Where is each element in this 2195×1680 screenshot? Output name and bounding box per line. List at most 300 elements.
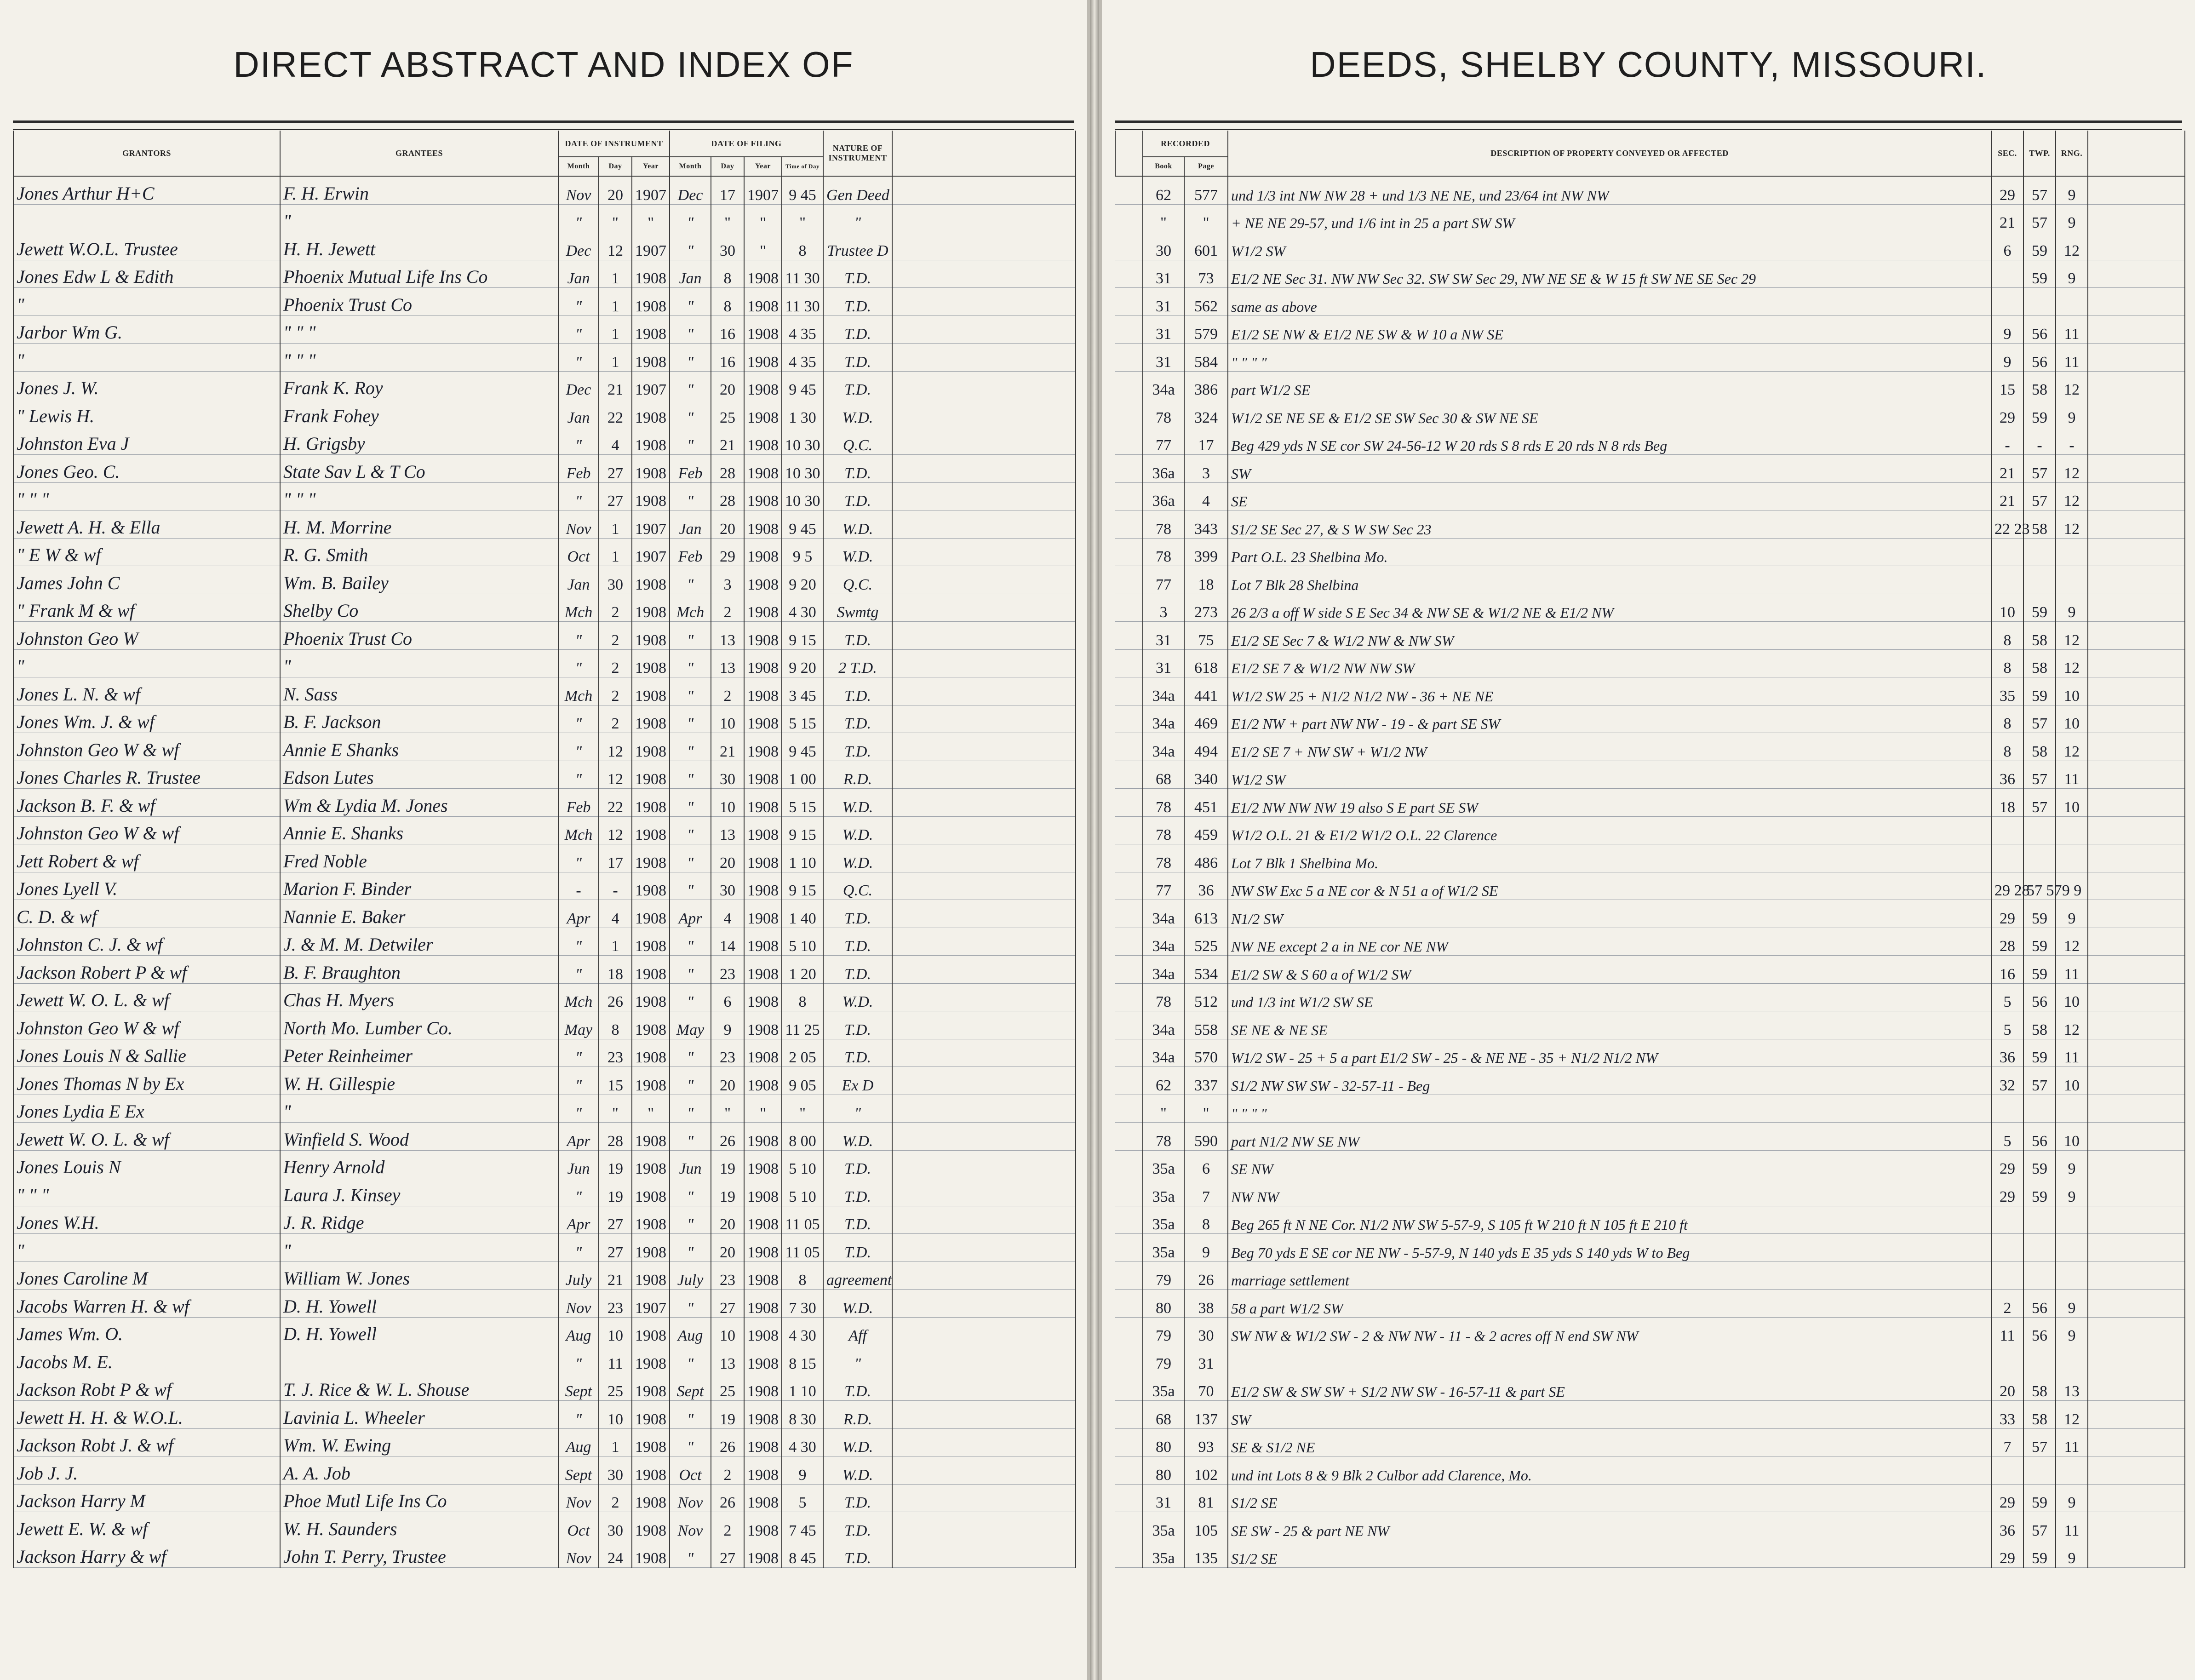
right-stub-cell <box>1115 344 1143 372</box>
left-stub-cell <box>892 232 1076 260</box>
nature-cell: T.D. <box>823 260 892 288</box>
right-stub-cell <box>1115 260 1143 288</box>
page-cell: 9 <box>1184 1234 1228 1262</box>
table-row <box>13 482 1076 510</box>
inst-year-cell: 1908 <box>632 928 670 956</box>
sec-cell: 32 <box>1991 1067 2023 1095</box>
book-cell: 34a <box>1143 677 1184 705</box>
right-stub-cell <box>1115 1484 1143 1512</box>
book-cell: 31 <box>1143 288 1184 316</box>
fil-day-cell: 28 <box>711 455 744 483</box>
description-cell: und 1/3 int W1/2 SW SE <box>1228 983 1991 1011</box>
right-page-title: DEEDS, SHELBY COUNTY, MISSOURI. <box>1310 44 1987 85</box>
fil-day-cell: 26 <box>711 1484 744 1512</box>
fil-month-cell: Aug <box>670 1317 711 1345</box>
left-stub-cell <box>892 789 1076 817</box>
sec-cell: 36 <box>1991 761 2023 789</box>
table-row <box>1115 1206 2185 1234</box>
inst-day-cell: 18 <box>599 956 632 984</box>
right-margin-cell <box>2088 733 2185 761</box>
right-margin-cell <box>2088 288 2185 316</box>
page-cell: 273 <box>1184 594 1228 622</box>
page-cell: 137 <box>1184 1401 1228 1429</box>
fil-month-cell: " <box>670 733 711 761</box>
description-cell: E1/2 SE NW & E1/2 NE SW & W 10 a NW SE <box>1228 315 1991 344</box>
book-cell: 80 <box>1143 1456 1184 1485</box>
right-margin-cell <box>2088 1261 2185 1290</box>
fil-day-cell: 9 <box>711 1011 744 1039</box>
inst-month-cell: Nov <box>558 1290 599 1318</box>
inst-day-cell: 1 <box>599 538 632 566</box>
fil-month-cell: " <box>670 371 711 399</box>
right-margin-cell <box>2088 816 2185 844</box>
fil-day-cell: 20 <box>711 1234 744 1262</box>
fil-time-cell: 9 20 <box>782 566 823 594</box>
description-cell: marriage settlement <box>1228 1261 1991 1290</box>
table-row <box>1115 315 2185 344</box>
inst-year-cell: 1908 <box>632 900 670 928</box>
grantee-cell: D. H. Yowell <box>280 1317 558 1345</box>
fil-day-cell: 14 <box>711 928 744 956</box>
left-stub-cell <box>892 1150 1076 1178</box>
book-cell: 34a <box>1143 956 1184 984</box>
inst-month-cell: Mch <box>558 816 599 844</box>
table-row <box>1115 1317 2185 1345</box>
rng-cell: 12 <box>2056 1401 2088 1429</box>
inst-month-cell: - <box>558 872 599 900</box>
page-cell: 562 <box>1184 288 1228 316</box>
fil-time-cell: 9 15 <box>782 816 823 844</box>
page-cell: 36 <box>1184 872 1228 900</box>
fil-day-cell: 10 <box>711 1317 744 1345</box>
right-margin-cell <box>2088 371 2185 399</box>
fil-day-cell: 6 <box>711 983 744 1011</box>
description-cell: W1/2 SW <box>1228 232 1991 260</box>
description-cell: SE SW - 25 & part NE NW <box>1228 1512 1991 1540</box>
fil-month-cell: " <box>670 1234 711 1262</box>
header-left-stub <box>892 131 1076 176</box>
nature-cell: T.D. <box>823 1540 892 1568</box>
inst-day-cell: 20 <box>599 176 632 204</box>
right-stub-cell <box>1115 427 1143 455</box>
nature-cell: W.D. <box>823 1428 892 1456</box>
page-cell: 73 <box>1184 260 1228 288</box>
nature-cell: T.D. <box>823 1373 892 1401</box>
fil-day-cell: 20 <box>711 510 744 539</box>
right-margin-cell <box>2088 622 2185 650</box>
fil-time-cell: 1 30 <box>782 399 823 427</box>
page-cell: 558 <box>1184 1011 1228 1039</box>
table-row <box>13 1150 1076 1178</box>
left-stub-cell <box>892 344 1076 372</box>
twp-cell <box>2023 566 2056 594</box>
table-row <box>13 1540 1076 1568</box>
nature-cell: " <box>823 204 892 232</box>
page-cell: 8 <box>1184 1206 1228 1234</box>
inst-month-cell: " <box>558 315 599 344</box>
inst-year-cell: 1907 <box>632 510 670 539</box>
sec-cell: 29 28 <box>1991 872 2023 900</box>
fil-year-cell: 1908 <box>744 677 782 705</box>
header-inst-year: Year <box>632 157 670 176</box>
fil-time-cell: 9 15 <box>782 872 823 900</box>
inst-day-cell: 17 <box>599 844 632 872</box>
fil-day-cell: 26 <box>711 1123 744 1151</box>
fil-year-cell: 1908 <box>744 594 782 622</box>
inst-year-cell: 1908 <box>632 816 670 844</box>
page-cell: 579 <box>1184 315 1228 344</box>
nature-cell: W.D. <box>823 538 892 566</box>
table-row <box>1115 1540 2185 1568</box>
description-cell: Lot 7 Blk 1 Shelbina Mo. <box>1228 844 1991 872</box>
inst-year-cell: 1908 <box>632 705 670 733</box>
inst-month-cell: Dec <box>558 371 599 399</box>
nature-cell: " <box>823 1095 892 1123</box>
inst-month-cell: " <box>558 1345 599 1373</box>
table-row <box>1115 816 2185 844</box>
description-cell: E1/2 SE 7 + NW SW + W1/2 NW <box>1228 733 1991 761</box>
table-row <box>1115 288 2185 316</box>
left-stub-cell <box>892 1456 1076 1485</box>
table-row <box>13 677 1076 705</box>
grantor-cell: Jones Arthur H+C <box>13 176 280 204</box>
table-row <box>1115 733 2185 761</box>
book-cell: 31 <box>1143 649 1184 677</box>
inst-month-cell: Nov <box>558 510 599 539</box>
right-margin-cell <box>2088 315 2185 344</box>
inst-year-cell: 1908 <box>632 844 670 872</box>
inst-day-cell: 25 <box>599 1373 632 1401</box>
sec-cell: 20 <box>1991 1373 2023 1401</box>
nature-cell: T.D. <box>823 1011 892 1039</box>
grantor-cell: Jarbor Wm G. <box>13 315 280 344</box>
twp-cell: 59 <box>2023 1540 2056 1568</box>
page-cell: 93 <box>1184 1428 1228 1456</box>
fil-time-cell: 9 <box>782 1456 823 1485</box>
grantee-cell: North Mo. Lumber Co. <box>280 1011 558 1039</box>
inst-month-cell: " <box>558 1234 599 1262</box>
left-stub-cell <box>892 928 1076 956</box>
grantor-cell: Jacobs M. E. <box>13 1345 280 1373</box>
book-cell: 77 <box>1143 427 1184 455</box>
sec-cell <box>1991 1234 2023 1262</box>
sec-cell: 33 <box>1991 1401 2023 1429</box>
inst-year-cell: 1908 <box>632 399 670 427</box>
fil-time-cell: 9 45 <box>782 733 823 761</box>
rng-cell: 9 <box>2056 1484 2088 1512</box>
inst-year-cell: 1908 <box>632 622 670 650</box>
inst-year-cell: 1908 <box>632 1011 670 1039</box>
left-stub-cell <box>892 1428 1076 1456</box>
table-row <box>1115 1039 2185 1067</box>
header-date-of-filing: DATE OF FILING <box>670 131 823 157</box>
right-margin-cell <box>2088 705 2185 733</box>
left-stub-cell <box>892 288 1076 316</box>
inst-day-cell: 1 <box>599 928 632 956</box>
right-margin-cell <box>2088 1401 2185 1429</box>
inst-year-cell: 1908 <box>632 1317 670 1345</box>
right-top-rule <box>1115 120 2182 130</box>
sec-cell: 9 <box>1991 315 2023 344</box>
book-cell: 68 <box>1143 1401 1184 1429</box>
book-cell: 78 <box>1143 399 1184 427</box>
grantee-cell: Henry Arnold <box>280 1150 558 1178</box>
right-stub-cell <box>1115 1095 1143 1123</box>
right-margin-cell <box>2088 455 2185 483</box>
grantor-cell: Jackson Robt J. & wf <box>13 1428 280 1456</box>
grantor-cell: " Frank M & wf <box>13 594 280 622</box>
book-cell: 80 <box>1143 1290 1184 1318</box>
grantor-cell: Jackson Harry M <box>13 1484 280 1512</box>
table-row <box>1115 1123 2185 1151</box>
page-cell: 340 <box>1184 761 1228 789</box>
fil-year-cell: 1908 <box>744 928 782 956</box>
left-stub-cell <box>892 482 1076 510</box>
grantee-cell: J. R. Ridge <box>280 1206 558 1234</box>
description-cell: W1/2 SE NE SE & E1/2 SE SW Sec 30 & SW NE SE <box>1228 399 1991 427</box>
page-cell: " <box>1184 204 1228 232</box>
nature-cell: T.D. <box>823 928 892 956</box>
table-row <box>13 1373 1076 1401</box>
fil-month-cell: " <box>670 622 711 650</box>
grantor-cell: Johnston Geo W & wf <box>13 816 280 844</box>
grantee-cell: " " " <box>280 482 558 510</box>
table-row <box>13 176 1076 204</box>
page-cell: 441 <box>1184 677 1228 705</box>
left-stub-cell <box>892 1011 1076 1039</box>
fil-time-cell: 8 45 <box>782 1540 823 1568</box>
left-stub-cell <box>892 1178 1076 1206</box>
right-ledger-body <box>1115 176 2185 1568</box>
fil-time-cell: 5 10 <box>782 1178 823 1206</box>
left-stub-cell <box>892 649 1076 677</box>
twp-cell: 57 <box>2023 761 2056 789</box>
inst-day-cell: 22 <box>599 399 632 427</box>
fil-month-cell: " <box>670 315 711 344</box>
fil-month-cell: " <box>670 288 711 316</box>
fil-day-cell: 4 <box>711 900 744 928</box>
nature-cell: W.D. <box>823 1123 892 1151</box>
left-stub-cell <box>892 844 1076 872</box>
rng-cell: 10 <box>2056 1123 2088 1151</box>
fil-day-cell: 20 <box>711 371 744 399</box>
right-stub-cell <box>1115 1011 1143 1039</box>
fil-time-cell: 9 45 <box>782 510 823 539</box>
twp-cell <box>2023 288 2056 316</box>
sec-cell <box>1991 538 2023 566</box>
sec-cell: 35 <box>1991 677 2023 705</box>
inst-month-cell: Sept <box>558 1373 599 1401</box>
rng-cell <box>2056 566 2088 594</box>
twp-cell: 56 <box>2023 1123 2056 1151</box>
page-cell: 81 <box>1184 1484 1228 1512</box>
table-row <box>1115 872 2185 900</box>
fil-year-cell: 1908 <box>744 1540 782 1568</box>
book-cell: 34a <box>1143 900 1184 928</box>
twp-cell: 58 <box>2023 1401 2056 1429</box>
fil-year-cell: 1908 <box>744 733 782 761</box>
twp-cell <box>2023 1234 2056 1262</box>
book-cell: 78 <box>1143 844 1184 872</box>
fil-month-cell: " <box>670 1067 711 1095</box>
right-margin-cell <box>2088 204 2185 232</box>
table-row <box>1115 510 2185 539</box>
fil-time-cell: 8 30 <box>782 1401 823 1429</box>
page-cell: " <box>1184 1095 1228 1123</box>
page-cell: 38 <box>1184 1290 1228 1318</box>
twp-cell: 57 <box>2023 705 2056 733</box>
grantee-cell: Fred Noble <box>280 844 558 872</box>
left-stub-cell <box>892 622 1076 650</box>
rng-cell <box>2056 1234 2088 1262</box>
twp-cell <box>2023 844 2056 872</box>
table-row <box>13 566 1076 594</box>
description-cell: part W1/2 SE <box>1228 371 1991 399</box>
sec-cell: 21 <box>1991 204 2023 232</box>
inst-year-cell: 1908 <box>632 1067 670 1095</box>
inst-day-cell: 23 <box>599 1039 632 1067</box>
right-stub-cell <box>1115 1039 1143 1067</box>
grantor-cell: " <box>13 344 280 372</box>
fil-time-cell: 4 30 <box>782 594 823 622</box>
right-margin-cell <box>2088 1540 2185 1568</box>
fil-month-cell: " <box>670 789 711 817</box>
nature-cell: T.D. <box>823 1206 892 1234</box>
grantee-cell: N. Sass <box>280 677 558 705</box>
inst-year-cell: 1908 <box>632 649 670 677</box>
inst-day-cell: 11 <box>599 1345 632 1373</box>
nature-cell: W.D. <box>823 983 892 1011</box>
book-cell: 36a <box>1143 482 1184 510</box>
book-cell: 31 <box>1143 260 1184 288</box>
fil-month-cell: Mch <box>670 594 711 622</box>
fil-day-cell: 10 <box>711 789 744 817</box>
nature-cell: T.D. <box>823 1512 892 1540</box>
table-row <box>13 1512 1076 1540</box>
grantor-cell: Jones W.H. <box>13 1206 280 1234</box>
right-margin-cell <box>2088 482 2185 510</box>
book-cell: 78 <box>1143 789 1184 817</box>
rng-cell: 11 <box>2056 956 2088 984</box>
inst-year-cell: 1908 <box>632 1234 670 1262</box>
grantor-cell: Jett Robert & wf <box>13 844 280 872</box>
inst-month-cell: " <box>558 344 599 372</box>
fil-year-cell: 1908 <box>744 288 782 316</box>
grantee-cell: " <box>280 204 558 232</box>
header-fil-month: Month <box>670 157 711 176</box>
nature-cell: T.D. <box>823 705 892 733</box>
fil-time-cell: 11 30 <box>782 288 823 316</box>
fil-day-cell: 21 <box>711 733 744 761</box>
inst-month-cell: Apr <box>558 1123 599 1151</box>
inst-day-cell: 30 <box>599 566 632 594</box>
description-cell: NW NW <box>1228 1178 1991 1206</box>
fil-day-cell: 17 <box>711 176 744 204</box>
table-row <box>1115 538 2185 566</box>
left-stub-cell <box>892 1540 1076 1568</box>
sec-cell <box>1991 260 2023 288</box>
grantee-cell <box>280 1345 558 1373</box>
left-stub-cell <box>892 733 1076 761</box>
inst-year-cell: 1908 <box>632 455 670 483</box>
rng-cell <box>2056 1456 2088 1485</box>
inst-month-cell: Apr <box>558 900 599 928</box>
right-margin-cell <box>2088 1290 2185 1318</box>
left-stub-cell <box>892 1317 1076 1345</box>
grantee-cell: Phoe Mutl Life Ins Co <box>280 1484 558 1512</box>
fil-year-cell: 1908 <box>744 622 782 650</box>
fil-year-cell: 1908 <box>744 510 782 539</box>
table-row <box>1115 649 2185 677</box>
inst-day-cell: 19 <box>599 1150 632 1178</box>
left-ledger-body <box>13 176 1076 1568</box>
table-row <box>13 1401 1076 1429</box>
fil-year-cell: 1908 <box>744 538 782 566</box>
fil-month-cell: " <box>670 844 711 872</box>
rng-cell: 11 <box>2056 761 2088 789</box>
grantee-cell: Laura J. Kinsey <box>280 1178 558 1206</box>
nature-cell: R.D. <box>823 761 892 789</box>
fil-time-cell: 5 <box>782 1484 823 1512</box>
sec-cell <box>1991 566 2023 594</box>
inst-day-cell: 1 <box>599 315 632 344</box>
right-margin-cell <box>2088 1317 2185 1345</box>
rng-cell: 10 <box>2056 983 2088 1011</box>
right-margin-cell <box>2088 677 2185 705</box>
right-margin-cell <box>2088 176 2185 204</box>
book-cell: 34a <box>1143 733 1184 761</box>
sec-cell: - <box>1991 427 2023 455</box>
twp-cell: 59 <box>2023 232 2056 260</box>
twp-cell: 57 <box>2023 204 2056 232</box>
grantee-cell: F. H. Erwin <box>280 176 558 204</box>
sec-cell: 21 <box>1991 455 2023 483</box>
left-stub-cell <box>892 1290 1076 1318</box>
grantee-cell: Annie E. Shanks <box>280 816 558 844</box>
table-row <box>13 622 1076 650</box>
inst-month-cell: May <box>558 1011 599 1039</box>
twp-cell: 59 <box>2023 900 2056 928</box>
inst-year-cell: 1908 <box>632 260 670 288</box>
right-margin-cell <box>2088 1039 2185 1067</box>
fil-time-cell: 1 10 <box>782 1373 823 1401</box>
fil-year-cell: 1908 <box>744 705 782 733</box>
right-stub-cell <box>1115 1456 1143 1485</box>
sec-cell: 10 <box>1991 594 2023 622</box>
rng-cell <box>2056 844 2088 872</box>
inst-day-cell: 26 <box>599 983 632 1011</box>
sec-cell: 5 <box>1991 983 2023 1011</box>
fil-month-cell: " <box>670 1123 711 1151</box>
fil-day-cell: 2 <box>711 677 744 705</box>
fil-year-cell: 1908 <box>744 789 782 817</box>
fil-day-cell: 21 <box>711 427 744 455</box>
fil-day-cell: 16 <box>711 344 744 372</box>
twp-cell: 59 <box>2023 594 2056 622</box>
right-margin-cell <box>2088 844 2185 872</box>
left-stub-cell <box>892 900 1076 928</box>
rng-cell <box>2056 1095 2088 1123</box>
rng-cell: 10 <box>2056 1067 2088 1095</box>
description-cell: SE NW <box>1228 1150 1991 1178</box>
fil-month-cell: " <box>670 872 711 900</box>
left-stub-cell <box>892 983 1076 1011</box>
grantee-cell: William W. Jones <box>280 1261 558 1290</box>
inst-day-cell: 12 <box>599 761 632 789</box>
inst-month-cell: " <box>558 733 599 761</box>
inst-month-cell: " <box>558 956 599 984</box>
fil-time-cell: 9 15 <box>782 622 823 650</box>
